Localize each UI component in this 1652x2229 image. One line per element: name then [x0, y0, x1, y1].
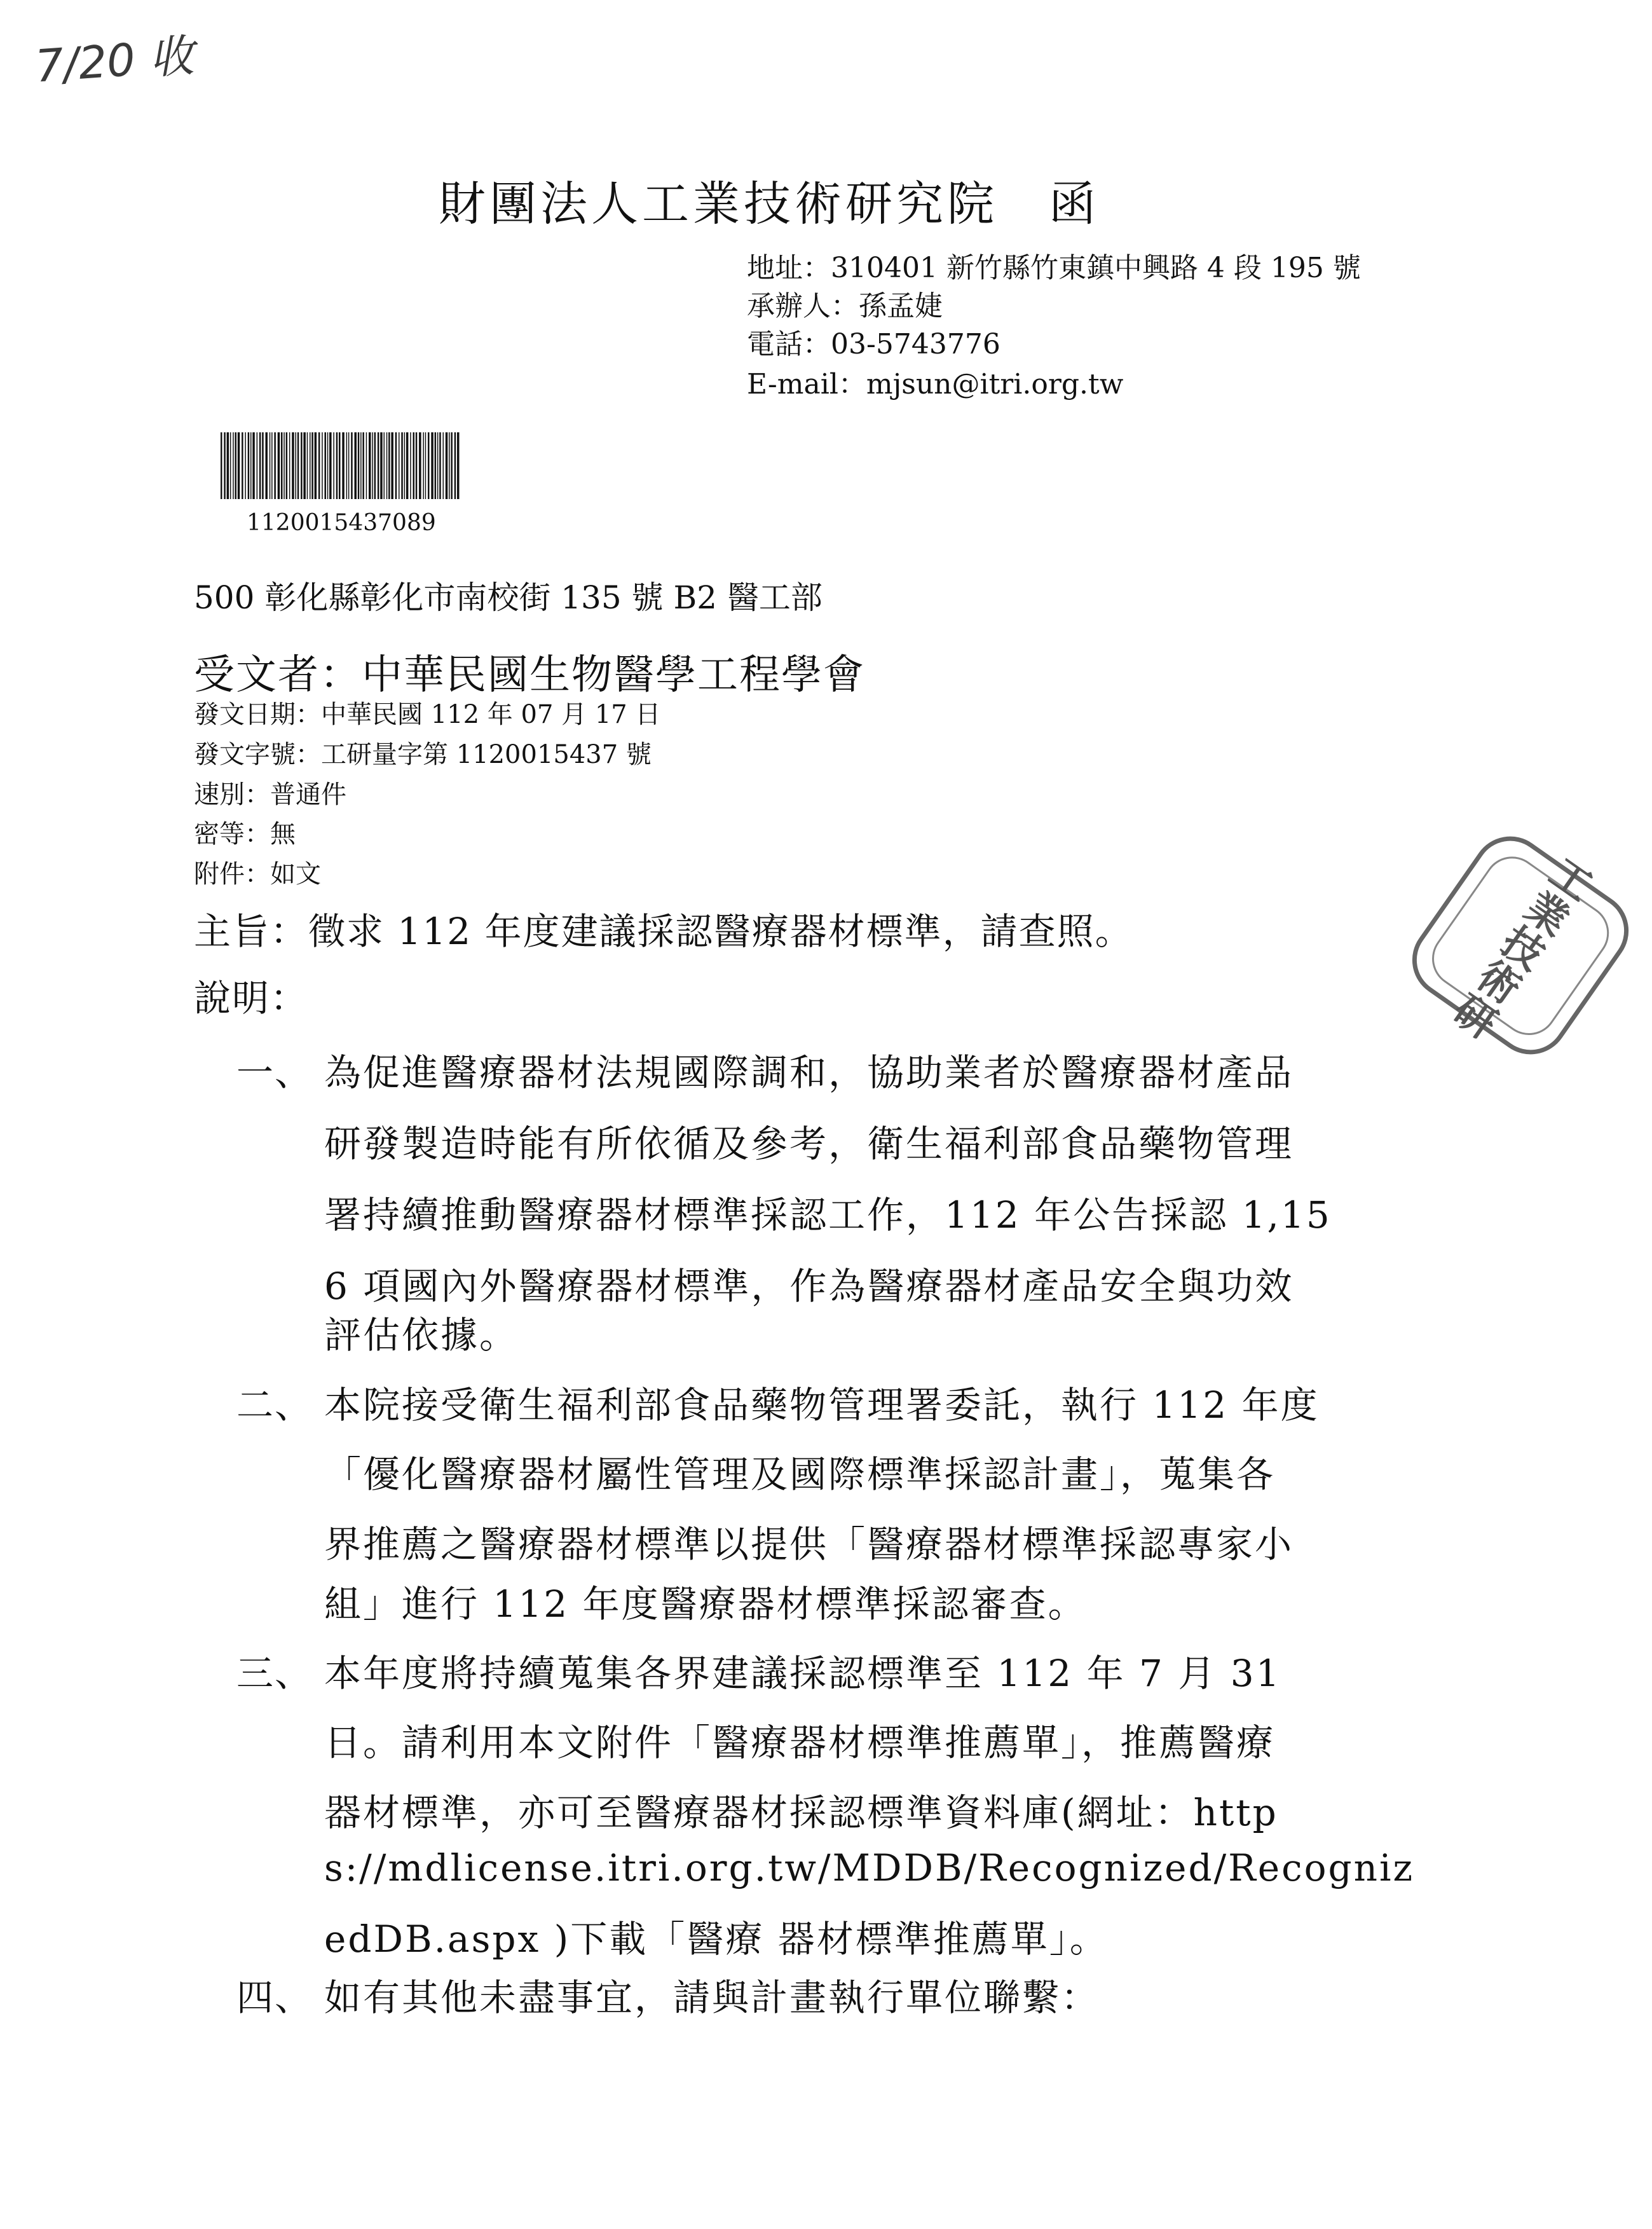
barcode-image [219, 432, 461, 499]
barcode-bar [303, 432, 306, 499]
barcode-bar [318, 432, 320, 499]
barcode-bar [451, 432, 453, 499]
barcode-bar [346, 432, 348, 499]
handwritten-receipt-note: 7/20 收 [33, 29, 196, 93]
barcode-bar [342, 432, 345, 499]
barcode-bar [374, 432, 376, 499]
barcode-bar [274, 432, 276, 499]
barcode-bar [449, 432, 450, 499]
barcode-bar [362, 432, 364, 499]
item-line: 日。請利用本文附件「醫療器材標準推薦單」，推薦醫療 [324, 1721, 1276, 1764]
item-line: 器材標準，亦可至醫療器材採認標準資料庫(網址：http [324, 1791, 1278, 1834]
attachment: 附件：如文 [194, 860, 321, 889]
barcode-bar [311, 432, 313, 499]
barcode-bar [386, 432, 388, 499]
item-line: 本院接受衛生福利部食品藥物管理署委託，執行 112 年度 [324, 1383, 1320, 1427]
barcode-bar [401, 432, 403, 499]
barcode-bar [281, 432, 283, 499]
barcode-bar [366, 432, 367, 499]
seal-text: 工業技術研 [1441, 846, 1600, 1045]
barcode-bar [358, 432, 360, 499]
barcode-bar [457, 432, 460, 499]
barcode-bar [435, 432, 437, 499]
barcode-bar [278, 432, 280, 499]
barcode-bar [413, 432, 415, 499]
barcode-bar [419, 432, 421, 499]
item-line: s://mdlicense.itri.org.tw/MDDB/Recognized/Recogniz [324, 1846, 1415, 1890]
barcode-bar [339, 432, 341, 499]
item-line: 評估依據。 [324, 1313, 519, 1357]
barcode-bar [238, 432, 240, 499]
barcode-bar [395, 432, 397, 499]
barcode-bar [248, 432, 250, 499]
barcode-bar [425, 432, 427, 499]
barcode-bar [235, 432, 237, 499]
barcode-bar [384, 432, 385, 499]
barcode-bar [388, 432, 390, 499]
barcode-bar [329, 432, 332, 499]
barcode-bar [230, 432, 231, 499]
recipient: 受文者：中華民國生物醫學工程學會 [194, 652, 865, 699]
barcode-bar [307, 432, 308, 499]
barcode-bar [327, 432, 329, 499]
barcode-bar [443, 432, 444, 499]
barcode-bar [391, 432, 393, 499]
barcode-bar [289, 432, 290, 499]
item-line: 為促進醫療器材法規國際調和，協助業者於醫療器材產品 [324, 1051, 1294, 1094]
barcode-bar [221, 432, 222, 499]
barcode-bar [378, 432, 379, 499]
barcode-bar [233, 432, 234, 499]
barcode-bar [227, 432, 229, 499]
explanation-label: 說明： [194, 977, 309, 1020]
barcode-bar [242, 432, 243, 499]
item-line: 組」進行 112 年度醫療器材標準採認審查。 [324, 1582, 1087, 1626]
recipient-address: 500 彰化縣彰化市南校街 135 號 B2 醫工部 [194, 579, 823, 616]
barcode-number: 1120015437089 [247, 510, 436, 536]
barcode-bar [428, 432, 430, 499]
item-number: 四、 [236, 1976, 313, 2019]
document-number: 發文字號：工研量字第 1120015437 號 [194, 740, 652, 769]
barcode-bar [325, 432, 327, 499]
barcode-bar [271, 432, 273, 499]
barcode-bar [336, 432, 338, 499]
barcode-bar [360, 432, 362, 499]
barcode-bar [406, 432, 409, 499]
item-line: 如有其他未盡事宜，請與計畫執行單位聯繫： [324, 1976, 1100, 2019]
barcode-bar [301, 432, 303, 499]
barcode-bar [404, 432, 406, 499]
item-number: 三、 [236, 1652, 313, 1695]
barcode-bar [348, 432, 350, 499]
barcode-bar [296, 432, 297, 499]
item-line: 6 項國內外醫療器材標準，作為醫療器材產品安全與功效 [324, 1265, 1294, 1308]
barcode-bar [322, 432, 323, 499]
barcode-bar [283, 432, 285, 499]
barcode-bar [257, 432, 258, 499]
barcode-bar [224, 432, 226, 499]
barcode-bar [369, 432, 371, 499]
delivery-speed: 速別：普通件 [194, 780, 346, 809]
barcode-bar [250, 432, 252, 499]
item-number: 一、 [236, 1051, 313, 1094]
barcode-bar [410, 432, 411, 499]
barcode-bar [454, 432, 456, 499]
barcode-bar [262, 432, 264, 499]
item-line: 界推薦之醫療器材標準以提供「醫療器材標準採認專家小 [324, 1523, 1294, 1566]
item-line: 本年度將持續蒐集各界建議採認標準至 112 年 7 月 31 [324, 1652, 1281, 1695]
barcode-bar [439, 432, 441, 499]
barcode-bar [399, 432, 400, 499]
item-line: 「優化醫療器材屬性管理及國際標準採認計畫」，蒐集各 [324, 1453, 1276, 1496]
barcode-bar [431, 432, 433, 499]
barcode-bar [372, 432, 373, 499]
item-number: 二、 [236, 1383, 313, 1427]
barcode-bar [270, 432, 271, 499]
barcode-bar [380, 432, 383, 499]
barcode-bar [315, 432, 317, 499]
barcode-bar [355, 432, 357, 499]
sender-handler: 承辦人：孫孟婕 [747, 290, 943, 322]
item-line: 研發製造時能有所依循及參考，衛生福利部食品藥物管理 [324, 1122, 1294, 1165]
sender-email: E-mail：mjsun@itri.org.tw [747, 368, 1124, 401]
barcode-bar [252, 432, 255, 499]
barcode-bar [333, 432, 334, 499]
sender-address: 地址：310401 新竹縣竹東鎮中興路 4 段 195 號 [747, 252, 1361, 284]
barcode-bar [245, 432, 246, 499]
sender-phone: 電話：03-5743776 [747, 328, 1000, 360]
item-line: 署持續推動醫療器材標準採認工作，112 年公告採認 1,15 [324, 1193, 1332, 1237]
seal-inner-border [1421, 845, 1620, 1046]
barcode-bar [446, 432, 448, 499]
barcode-bar [286, 432, 288, 499]
item-line: edDB.aspx )下載「醫療 器材標準推薦單」。 [324, 1917, 1109, 1961]
subject: 主旨：徵求 112 年度建議採認醫療器材標準，請查照。 [194, 910, 1133, 953]
barcode-bar [351, 432, 353, 499]
institute-seal-stamp [1397, 821, 1643, 1069]
barcode-bar [266, 432, 268, 499]
barcode-bar [292, 432, 294, 499]
document-title: 財團法人工業技術研究院 函 [439, 177, 1100, 231]
security-level: 密等：無 [194, 820, 296, 849]
barcode-bar [310, 432, 311, 499]
issue-date: 發文日期：中華民國 112 年 07 月 17 日 [194, 700, 661, 729]
barcode-bar [423, 432, 424, 499]
barcode-bar [297, 432, 299, 499]
barcode-bar [416, 432, 418, 499]
barcode-bar [437, 432, 439, 499]
barcode-bar [259, 432, 261, 499]
